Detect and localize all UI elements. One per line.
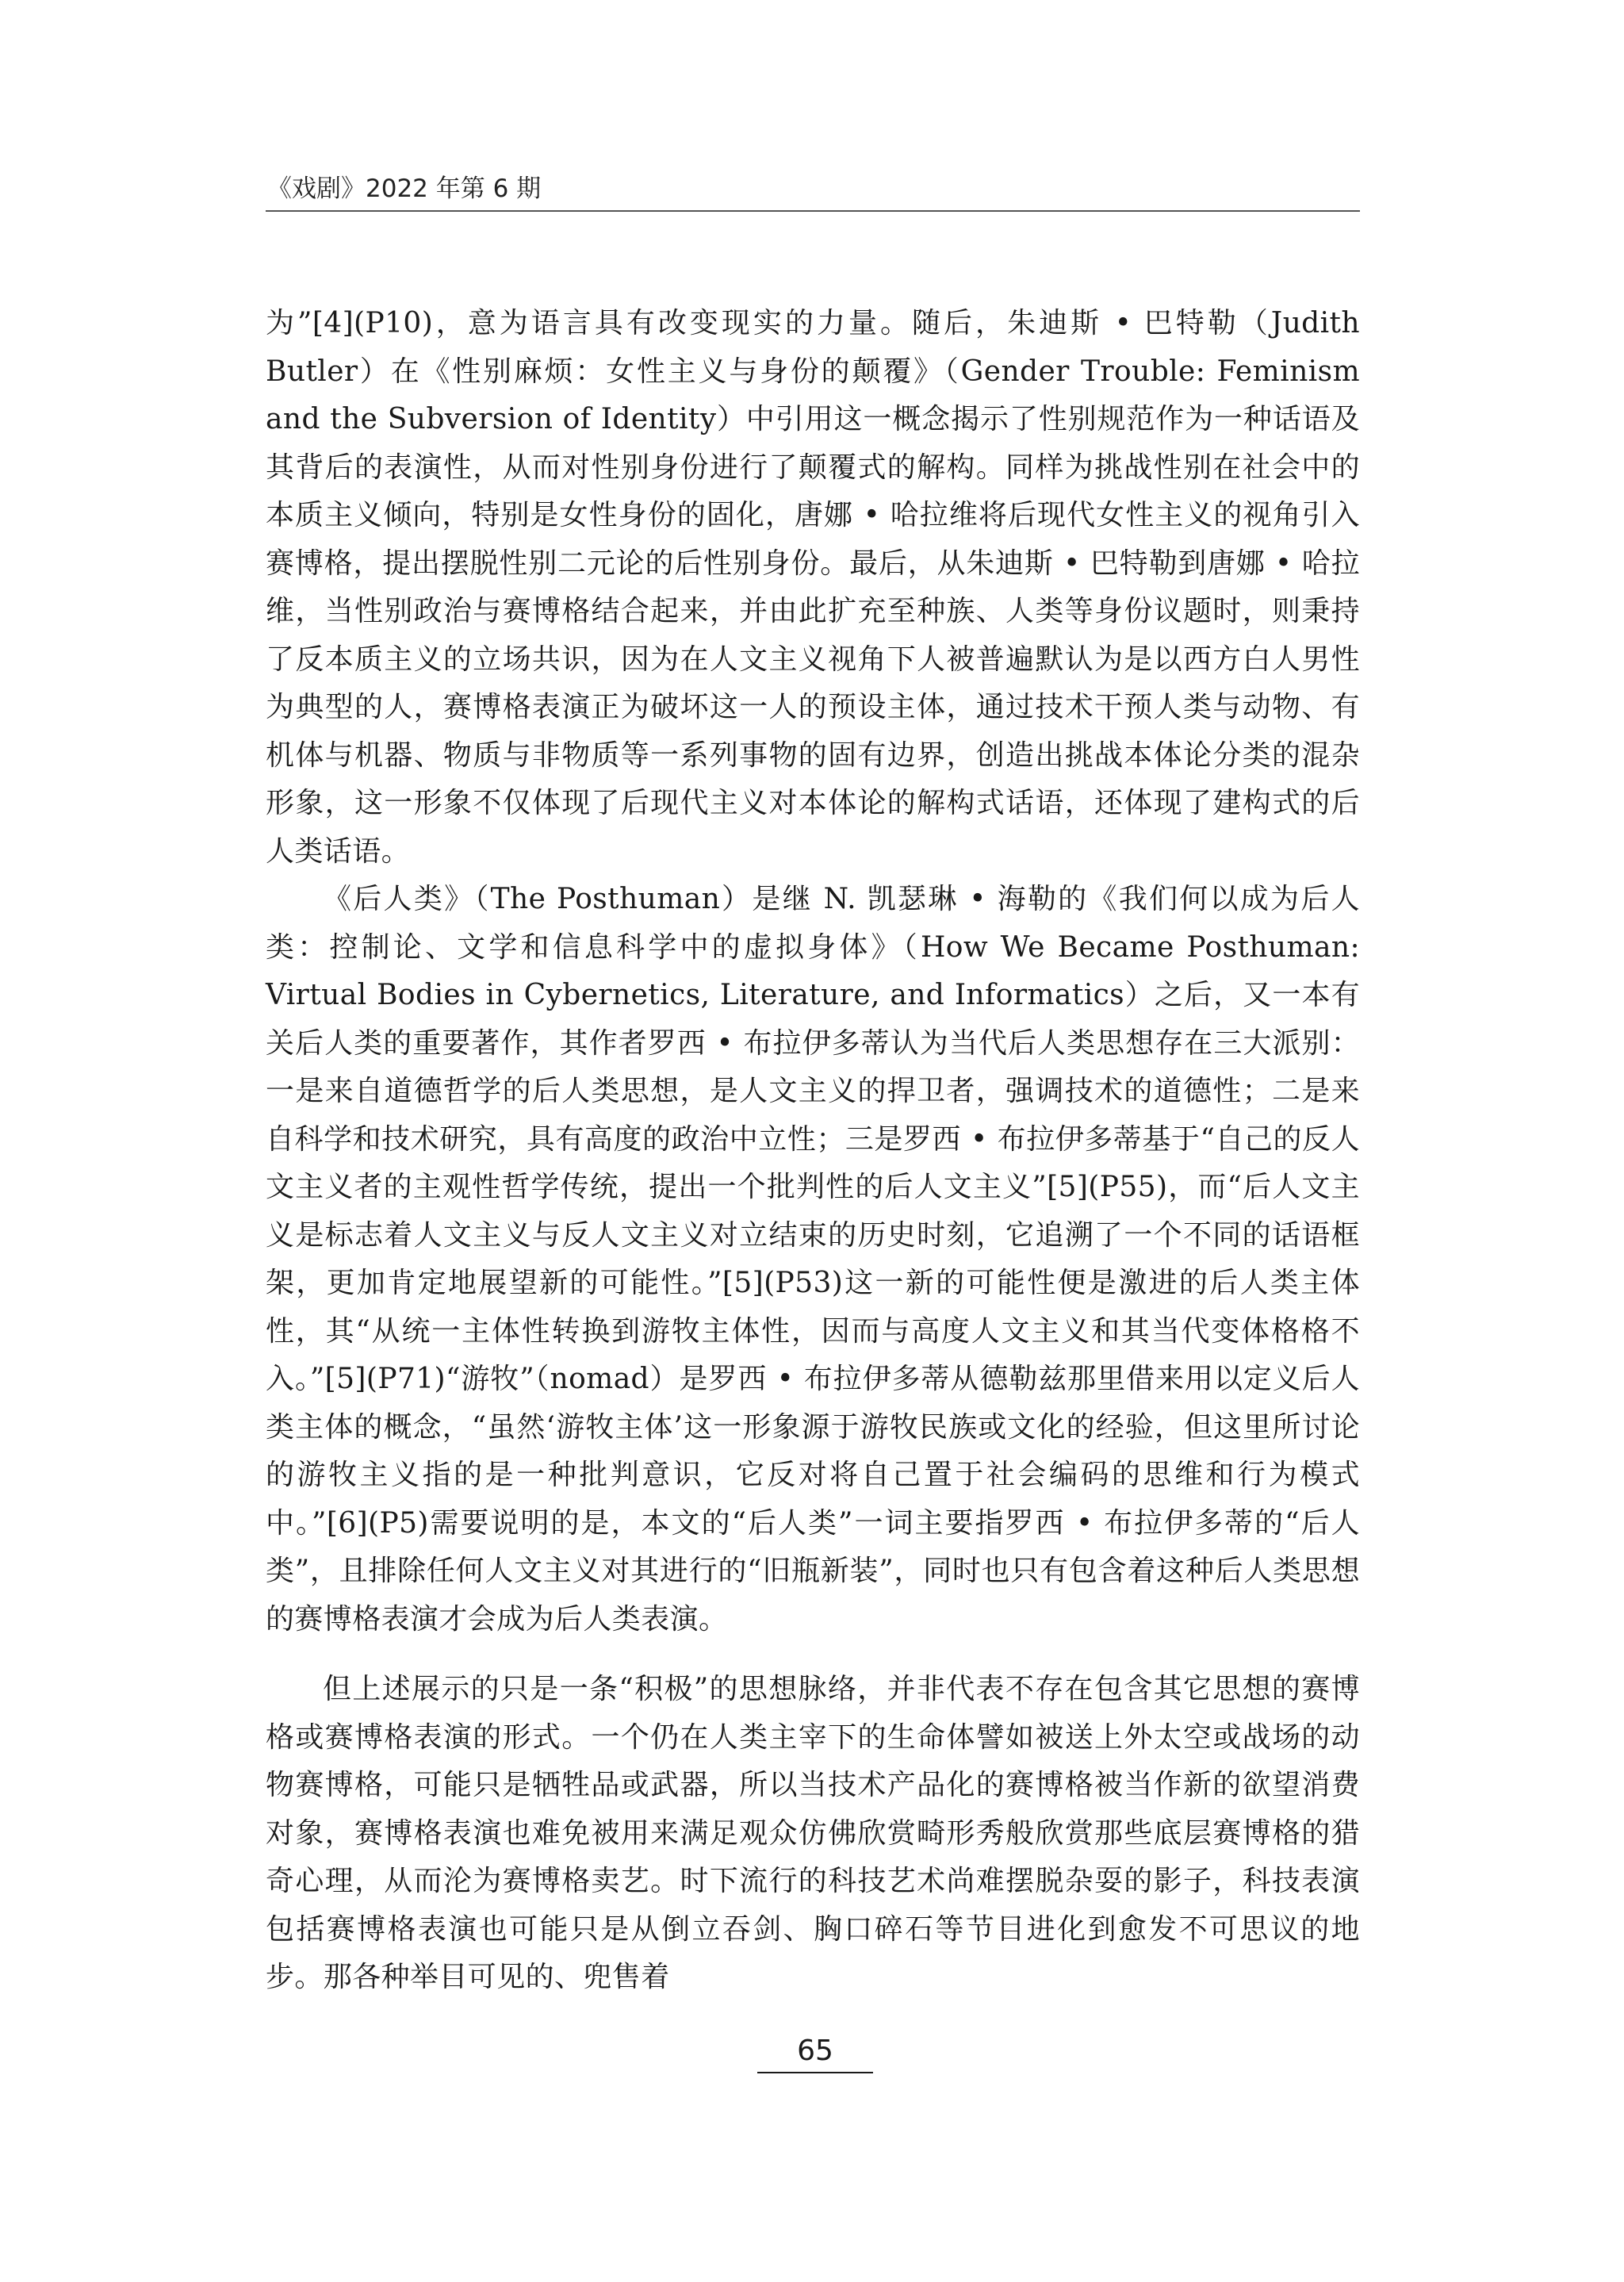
paragraph-3: 但上述展示的只是一条“积极”的思想脉络，并非代表不存在包含其它思想的赛博格或赛博格表演的形式。一个仍在人类主宰下的生命体譬如被送上外太空或战场的动物赛博格，可能只是牺牲品或武器，所以当技术产品化的赛博格被当作新的欲望消费对象，赛博格表演也难免被用来满足观众仿佛欣赏畸形秀般欣赏那些底层赛博格的猎奇心理，从而沦为赛博格卖艺。时下流行的科技艺术尚难摆脱杂耍的影子，科技表演包括赛博格表演也可能只是从倒立吞剑、胸口碎石等节目进化到愈发不可思议的地步。那各种举目可见的、兜售着 [266, 1673, 1360, 1993]
running-header: 《戏剧》2022 年第 6 期 [267, 175, 542, 203]
article-body [266, 300, 1360, 2002]
header-divider [266, 210, 1360, 212]
paragraph-1: 为”[4](P10)，意为语言具有改变现实的力量。随后，朱迪斯 • 巴特勒（Judith Butler）在《性别麻烦：女性主义与身份的颠覆》（Gender Trouble: Feminism and the Subversion of Identity）中引用这一概念揭示了性别规范作为一种话语及其背后的表演性，从而对性别身份进行了颠覆式的解构。同样为挑战性别在社会中的本质主义倾向，特别是女性身份的固化，唐娜 • 哈拉维将后现代女性主义的视角引入赛博格，提出摆脱性别二元论的后性别身份。最后，从朱迪斯 • 巴特勒到唐娜 • 哈拉维，当性别政治与赛博格结合起来，并由此扩充至种族、人类等身份议题时，则秉持了反本质主义的立场共识，因为在人文主义视角下人被普遍默认为是以西方白人男性为典型的人，赛博格表演正为破坏这一人的预设主体，通过技术干预人类与动物、有机体与机器、物质与非物质等一系列事物的固有边界，创造出挑战本体论分类的混杂形象，这一形象不仅体现了后现代主义对本体论的解构式话语，还体现了建构式的后人类话语。 [266, 307, 1360, 868]
paragraph-2: 《后人类》（The Posthuman）是继 N. 凯瑟琳 • 海勒的《我们何以成为后人类：控制论、文学和信息科学中的虚拟身体》（How We Became Posthuman: Virtual Bodies in Cybernetics, Literature, and Informatics）之后，又一本有关后人类的重要著作，其作者罗西 • 布拉伊多蒂认为当代后人类思想存在三大派别：一是来自道德哲学的后人类思想，是人文主义的捍卫者，强调技术的道德性；二是来自科学和技术研究，具有高度的政治中立性；三是罗西 • 布拉伊多蒂基于“自己的反人文主义者的主观性哲学传统，提出一个批判性的后人文主义”[5](P55)，而“后人文主义是标志着人文主义与反人文主义对立结束的历史时刻，它追溯了一个不同的话语框架，更加肯定地展望新的可能性。”[5](P53)这一新的可能性便是激进的后人类主体性，其“从统一主体性转换到游牧主体性，因而与高度人文主义和其当代变体格格不入。”[5](P71)“游牧”（nomad）是罗西 • 布拉伊多蒂从德勒兹那里借来用以定义后人类主体的概念，“虽然‘游牧主体’这一形象源于游牧民族或文化的经验，但这里所讨论的游牧主义指的是一种批判意识，它反对将自己置于社会编码的思维和行为模式中。”[6](P5)需要说明的是，本文的“后人类”一词主要指罗西 • 布拉伊多蒂的“后人类”，且排除任何人文主义对其进行的“旧瓶新装”，同时也只有包含着这种后人类思想的赛博格表演才会成为后人类表演。 [266, 883, 1360, 1636]
page-number: 65 [797, 2035, 833, 2067]
page-number-underline [757, 2072, 873, 2073]
